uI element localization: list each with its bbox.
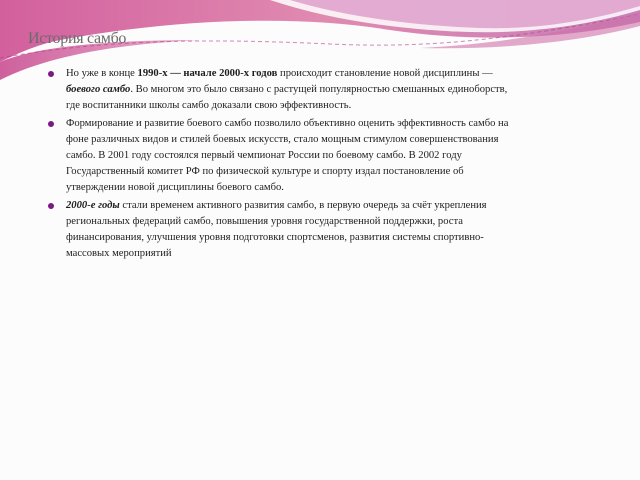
text: стали временем активного развития самбо, в первую очередь за счёт укрепления региональных федераций самбо, повышения уровня государственной поддержки, роста финансирования, улучшения уровня подготовки спортсменов, развития системы спортивно-массовых мероприятий: [66, 200, 487, 259]
bullet-icon: [48, 71, 54, 77]
slide-title: История самбо: [28, 30, 127, 47]
bullet-item: [48, 198, 518, 261]
bold-italic-text: 2000-е годы: [66, 200, 120, 212]
bold-italic-text: боевого самбо: [66, 83, 131, 95]
text: происходит становление новой дисциплины —: [277, 68, 493, 79]
text: Но уже в конце: [66, 68, 138, 79]
bullet-item: [48, 66, 518, 113]
text: Формирование и развитие боевого самбо позволило объективно оценить эффективность самбо на фоне различных видов и стилей боевых искусств, стало мощным стимулом совершенствования самбо. В 2001 году состоялся первый чемпионат России по боевому самбо. В 2002 году Государственный комитет РФ по физической культуре и спорту издал постановление об утверждении новой дисциплины боевого самбо.: [66, 118, 509, 193]
text: . Во многом это было связано с растущей популярностью смешанных единоборств, где воспитанники школы самбо доказали свою эффективность.: [66, 83, 508, 111]
bullet-icon: [48, 121, 54, 127]
bullet-icon: [48, 203, 54, 209]
bold-text: 1990-х — начале 2000-х годов: [137, 68, 278, 79]
bullet-list: [48, 66, 518, 265]
bullet-item: [48, 116, 518, 195]
